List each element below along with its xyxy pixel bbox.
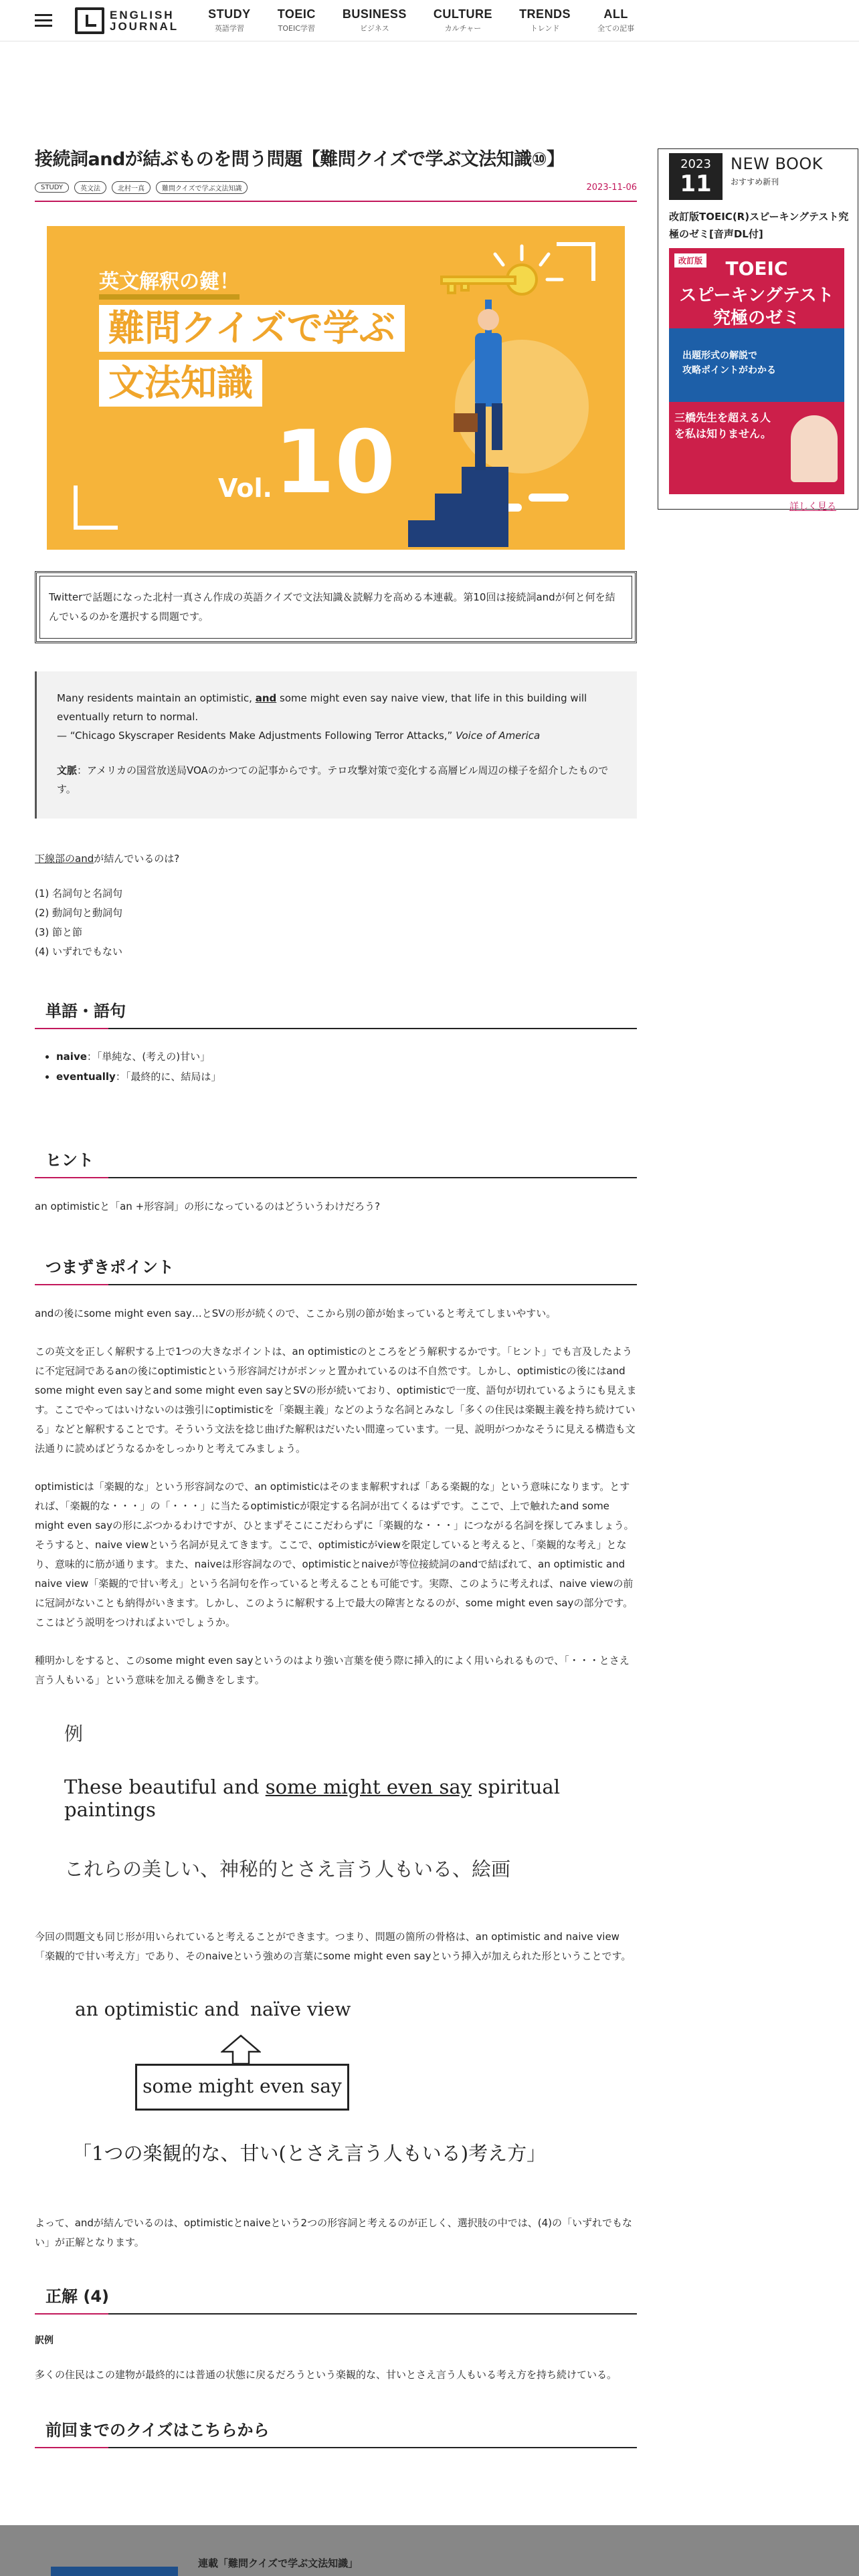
vocab-item: • naive：「単純な、(考えの)甘い」 [56, 1047, 637, 1067]
calendar-year: 2023 [680, 157, 711, 171]
sidebar-new-book [658, 148, 858, 510]
tag-grammar[interactable]: 英文法 [74, 181, 106, 194]
example-english: These beautiful and some might even say spiritual paintings [64, 1776, 560, 1821]
insert-arrow-icon [221, 2034, 261, 2065]
site-logo[interactable] [75, 7, 179, 34]
tag-author[interactable]: 北村一真 [112, 181, 151, 194]
choice-3: (3) 節と節 [35, 926, 83, 938]
nav-toeic[interactable]: TOEIC TOEIC学習 [277, 7, 316, 33]
tag-series[interactable]: 難問クイズで学ぶ文法知識 [156, 181, 248, 194]
series-thumbnail[interactable] [51, 2567, 178, 2576]
sidebar-heading: NEW BOOK [731, 154, 824, 173]
choice-2: (2) 動詞句と動詞句 [35, 907, 123, 919]
hero-title-2: 文法知識 [99, 360, 262, 407]
see-more-link[interactable]: 詳しく見る [789, 502, 836, 512]
hero-number: 10 [274, 411, 395, 513]
nav-business[interactable]: BUSINESS ビジネス [342, 7, 407, 33]
article-main [35, 147, 637, 2448]
main-nav [195, 7, 648, 33]
hint-text: an optimisticと「an +形容詞」の形になっているのはどういうわけだろう? [35, 1200, 381, 1212]
pitfall-p5: 今回の問題文も同じ形が用いられていると考えることができます。つまり、問題の箇所の骨格は、an optimistic and naive view「楽観的で甘い考え方」であり、そのnaiveという強めの言葉にsome might even sayという挿入が加えられた形ということです。 [35, 1931, 632, 1962]
choices [35, 884, 637, 962]
quote-source: — “Chicago Skyscraper Residents Make Adjustments Following Terror Attacks,” Voice of America [57, 730, 541, 742]
nav-trends[interactable]: TRENDS トレンド [519, 7, 571, 33]
businessman-with-key-illustration [395, 239, 615, 547]
diagram-box: some might even say [135, 2064, 349, 2111]
vocab-item: • eventually：「最終的に、結局は」 [56, 1067, 637, 1087]
hero-image [47, 226, 625, 550]
example-label: 例 [64, 1723, 84, 1745]
hero-vol: Vol. [218, 473, 272, 503]
logo-line2: JOURNAL [110, 19, 179, 33]
diagram-left: an optimistic and [75, 1998, 240, 2020]
author-photo [791, 415, 838, 482]
nav-study[interactable]: STUDY 英語学習 [208, 7, 251, 33]
section-previous: 前回までのクイズはこちらから [35, 2417, 637, 2448]
conclusion: よって、andが結んでいるのは、optimisticとnaiveという2つの形容詞と考えるのが正しく、選択肢の中では、(4)の「いずれでもない」が正解となります。 [35, 2217, 633, 2248]
quote-text: Many residents maintain an optimistic, and some might even say naive view, that life in this building will eventually return to normal. [57, 692, 587, 723]
structure-diagram [35, 1996, 637, 2189]
diagram-right: naïve view [250, 1998, 351, 2020]
site-header [0, 0, 859, 41]
calendar-day: 11 [680, 171, 712, 197]
section-hint: ヒント [35, 1147, 637, 1178]
article-date: 2023-11-06 [586, 182, 637, 193]
book-cover[interactable]: 改訂版 TOEIC スピーキングテスト 究極のゼミ 出題形式の解説で 攻略ポイントがわかる 三橋先生を超える人 を私は知りません。 [669, 248, 844, 494]
pitfall-p2: この英文を正しく解釈する上で1つの大きなポイントは、an optimisticのところをどう解釈するかです。「ヒント」でも言及したように不定冠詞であるanの後にoptimisticという形容詞だけがポンッと置かれているのは不自然です。しかし、optimisticの後にはand some might even sayとand some might even sayとSVの形が続いており、optimisticで一度、語句が切れているようにも見えます。ここでやってはいけないのは強引にoptimisticを「楽観主義」などのような名詞とみなし「多くの住民は楽観主義を持ち続けている」などと解釈することです。そういう文法を捻じ曲げた解釈はだいたい間違っています。一見、説明がつかなそうに見える構造も文法通りに読めばどうなるかをしっかりと考えてみましょう。 [35, 1346, 637, 1455]
section-vocab: 単語・語句 [35, 998, 637, 1029]
logo-line1: ENGLISH [110, 8, 175, 21]
quote-context: 文脈：アメリカの国営放送局VOAのかつての記事からです。テロ攻撃対策で変化する高層ビル周辺の様子を紹介したものです。 [57, 764, 609, 795]
example-japanese: これらの美しい、神秘的とさえ言う人もいる、絵画 [64, 1858, 511, 1881]
nav-culture[interactable]: CULTURE カルチャー [433, 7, 493, 33]
nav-all[interactable]: ALL 全ての記事 [597, 7, 635, 33]
diagram-translation: 「1つの楽観的な、甘い(とさえ言う人もいる)考え方」 [72, 2142, 547, 2165]
choice-1: (1) 名詞句と名詞句 [35, 887, 123, 899]
tag-study[interactable]: STUDY [35, 183, 69, 193]
article-title: 接続詞andが結ぶものを問う問題【難問クイズで学ぶ文法知識⑩】 [35, 149, 565, 170]
sidebar-subheading: おすすめ新刊 [731, 177, 779, 187]
quote-block [35, 671, 637, 819]
quote-and: and [255, 692, 277, 704]
title-divider [35, 201, 637, 202]
vocab-list [35, 1047, 637, 1087]
hero-kicker: 英文解釈の鍵！ [99, 265, 240, 300]
hero-title-1: 難問クイズで学ぶ [99, 305, 405, 352]
logo-mark-icon [75, 7, 104, 34]
hamburger-menu-icon[interactable] [35, 14, 52, 27]
translation-text: 多くの住民はこの建物が最終的には普通の状態に戻るだろうという楽観的な、甘いとさえ言う人もいる考え方を持ち続けている。 [35, 2369, 617, 2381]
pitfall-p3: optimisticは「楽観的な」という形容詞なので、an optimisticはそのまま解釈すれば「ある楽観的な」という意味になります。とすれば、「楽観的な・・・」の「・・・」に当たるoptimisticが限定する名詞が出てくるはずです。ここで、上で触れたand some might even sayの形にぶつかるわけですが、ひとまずそこにこだわらずに「楽観的な・・・」につながる名詞を探してみましょう。そうすると、naive viewという名詞が見えてきます。ここで、optimisticがviewを限定していると考えると、「楽観的な考え」となり、意味的に筋が通ります。また、naiveは形容詞なので、optimisticとnaiveが等位接続詞のandで結ばれて、an optimistic and naive view「楽観的で甘い考え」という名詞句を作っていると考えることも可能です。実際、このように考えれば、naive viewの前に冠詞がないことも納得がいきます。しかし、このように解釈する上で最大の障害となるのが、some might even sayの部分です。ここはどう説明をつければよいでしょうか。 [35, 1481, 634, 1628]
intro-box: Twitterで話題になった北村一真さん作成の英語クイズで文法知識＆読解力を高める本連載。第10回は接続詞andが何と何を結んでいるのかを選択する問題です。 [35, 571, 637, 643]
article-meta [35, 181, 637, 194]
translation-label: 訳例 [35, 2335, 54, 2346]
question: 下線部のandが結んでいるのは? [35, 853, 180, 865]
book-title[interactable]: 改訂版TOEIC(R)スピーキングテスト究極のゼミ[音声DL付] [669, 211, 849, 240]
pitfall-p1: andの後にsome might even say…とSVの形が続くので、ここから別の節が始まっていると考えてしまいやすい。 [35, 1307, 557, 1319]
calendar-badge [669, 153, 723, 200]
choice-4: (4) いずれでもない [35, 946, 123, 958]
corner-bracket-icon [74, 486, 118, 530]
example-figure [64, 1719, 637, 1882]
pitfall-p4: 種明かしをすると、このsome might even sayというのはより強い言葉を使う際に挿入的によく用いられるもので、「・・・とさえ言う人もいる」という意味を加える働きをします。 [35, 1654, 630, 1686]
section-answer: 正解 (4) [35, 2283, 637, 2315]
series-link[interactable]: 連載「難問クイズで学ぶ文法知識」 [198, 2557, 359, 2569]
section-pitfall: つまずきポイント [35, 1254, 637, 1285]
